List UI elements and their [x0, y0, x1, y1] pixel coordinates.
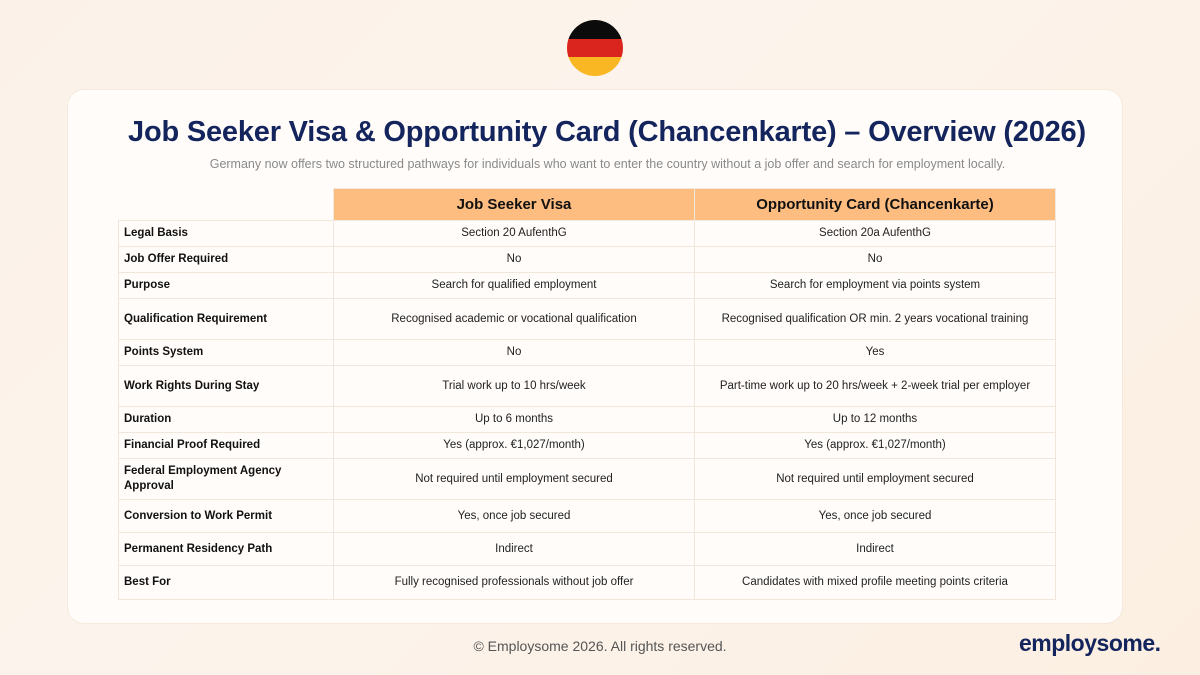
- job-seeker-visa-cell: No: [334, 340, 695, 366]
- job-seeker-visa-cell: Up to 6 months: [334, 407, 695, 433]
- job-seeker-visa-cell: Search for qualified employment: [334, 273, 695, 299]
- header-opportunity-card: Opportunity Card (Chancenkarte): [695, 189, 1056, 221]
- row-label: Permanent Residency Path: [119, 533, 334, 566]
- job-seeker-visa-cell: Fully recognised professionals without job offer: [334, 566, 695, 600]
- row-label: Conversion to Work Permit: [119, 500, 334, 533]
- copyright-text: © Employsome 2026. All rights reserved.: [473, 638, 727, 654]
- job-seeker-visa-cell: Yes (approx. €1,027/month): [334, 433, 695, 459]
- row-label: Best For: [119, 566, 334, 600]
- row-label: Financial Proof Required: [119, 433, 334, 459]
- opportunity-card-cell: Section 20a AufenthG: [695, 221, 1056, 247]
- employsome-logo: employsome.: [1019, 630, 1161, 656]
- row-label: Federal Employment Agency Approval: [119, 459, 334, 500]
- opportunity-card-cell: Up to 12 months: [695, 407, 1056, 433]
- flag-band-black: [567, 20, 623, 39]
- page-subtitle: Germany now offers two structured pathways for individuals who want to enter the country without a job offer and search for employment locally.: [209, 157, 1006, 171]
- opportunity-card-cell: Indirect: [695, 533, 1056, 566]
- opportunity-card-cell: Part-time work up to 20 hrs/week + 2-week trial per employer: [695, 366, 1056, 407]
- table-header-row: [119, 189, 1056, 221]
- flag-band-gold: [567, 57, 623, 76]
- table-row: [119, 533, 1056, 566]
- job-seeker-visa-cell: Recognised academic or vocational qualification: [334, 299, 695, 340]
- table-row: [119, 433, 1056, 459]
- row-label: Legal Basis: [119, 221, 334, 247]
- opportunity-card-cell: Yes (approx. €1,027/month): [695, 433, 1056, 459]
- row-label: Points System: [119, 340, 334, 366]
- table-row: [119, 221, 1056, 247]
- job-seeker-visa-cell: Not required until employment secured: [334, 459, 695, 500]
- opportunity-card-cell: Search for employment via points system: [695, 273, 1056, 299]
- table-row: [119, 366, 1056, 407]
- opportunity-card-cell: Recognised qualification OR min. 2 years vocational training: [695, 299, 1056, 340]
- table-row: [119, 340, 1056, 366]
- job-seeker-visa-cell: Yes, once job secured: [334, 500, 695, 533]
- row-label: Duration: [119, 407, 334, 433]
- germany-flag-icon: [567, 20, 623, 76]
- job-seeker-visa-cell: Indirect: [334, 533, 695, 566]
- header-job-seeker-visa: Job Seeker Visa: [334, 189, 695, 221]
- table-row: [119, 273, 1056, 299]
- opportunity-card-cell: Yes: [695, 340, 1056, 366]
- table-row: [119, 459, 1056, 500]
- row-label: Purpose: [119, 273, 334, 299]
- opportunity-card-cell: Yes, once job secured: [695, 500, 1056, 533]
- opportunity-card-cell: No: [695, 247, 1056, 273]
- comparison-table: [118, 188, 1056, 600]
- table-row: [119, 299, 1056, 340]
- opportunity-card-cell: Candidates with mixed profile meeting points criteria: [695, 566, 1056, 600]
- table-row: [119, 566, 1056, 600]
- header-blank-cell: [119, 189, 334, 221]
- row-label: Job Offer Required: [119, 247, 334, 273]
- table-row: [119, 407, 1056, 433]
- table-row: [119, 247, 1056, 273]
- job-seeker-visa-cell: Trial work up to 10 hrs/week: [334, 366, 695, 407]
- table-row: [119, 500, 1056, 533]
- row-label: Qualification Requirement: [119, 299, 334, 340]
- job-seeker-visa-cell: No: [334, 247, 695, 273]
- job-seeker-visa-cell: Section 20 AufenthG: [334, 221, 695, 247]
- opportunity-card-cell: Not required until employment secured: [695, 459, 1056, 500]
- row-label: Work Rights During Stay: [119, 366, 334, 407]
- flag-band-red: [567, 39, 623, 58]
- page-title: Job Seeker Visa & Opportunity Card (Chancenkarte) – Overview (2026): [128, 116, 1086, 148]
